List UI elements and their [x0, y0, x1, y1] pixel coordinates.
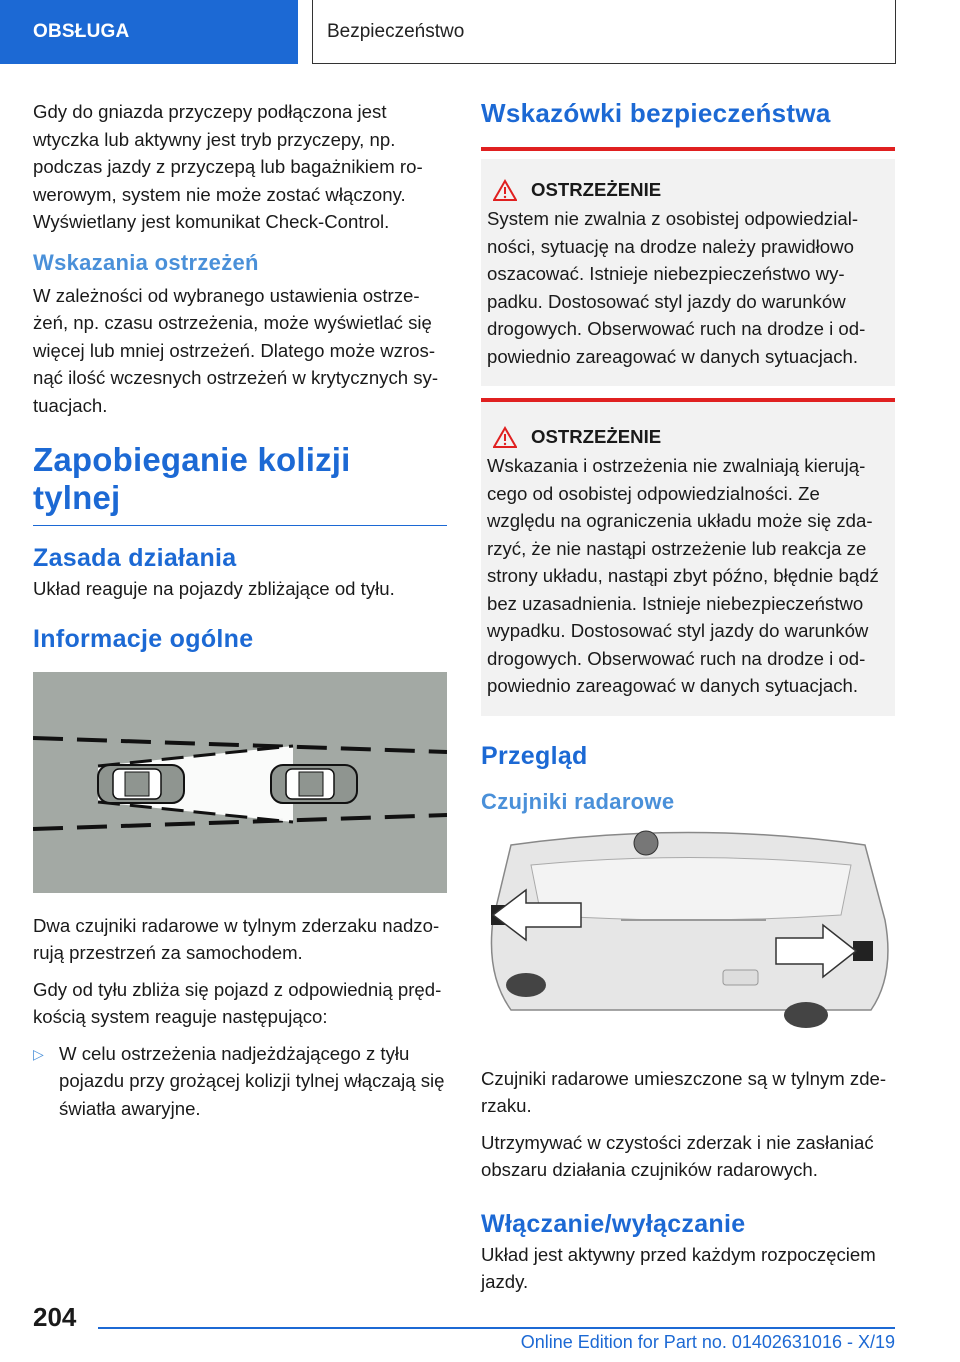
warning-triangle-icon — [493, 426, 517, 448]
triangle-bullet-icon: ▷ — [33, 1045, 44, 1062]
list-item-text: W celu ostrzeżenia nadjeżdżającego z tyłu pojazdu przy grożącej kolizji tylnej włączają się światła awaryjne. — [59, 1042, 445, 1119]
warning-text-2: Wskazania i ostrzeżenia nie zwalniają kierującego od osobistej odpowiedzialności. Ze względu na ograniczenia układu może się zdarzyć, że nie nastąpi ostrzeżenie lub reakcja ze strony układu, nastąpi zbyt późno, błędnie bądź bez uzasadnienia. Istnieje niebezpieczeństwo wypadku. Dostosować styl jazdy do warunków drogowych. Obserwować ruch na drodze i odpowiednio zareagować w danych sytuacjach. — [487, 455, 879, 696]
warning-box-1 — [481, 159, 895, 386]
list-item — [33, 1040, 447, 1123]
rear-car — [98, 765, 184, 803]
general-paragraph-1: Dwa czujniki radarowe w tylnym zderzaku nadzorują przestrzeń za samochodem. — [33, 914, 440, 963]
heading-safety: Wskazówki bezpieczeństwa — [481, 98, 895, 151]
onoff-paragraph: Układ jest aktywny przed każdym rozpoczęciem jazdy. — [481, 1243, 876, 1292]
warnings-paragraph: W zależności od wybranego ustawienia ostrzeżeń, np. czasu ostrzeżenia, może wyświetlać się więcej lub mniej ostrzeżeń. Dlatego może wzrosnąć ilość wczesnych ostrzeżeń w krytycznych sytuacjach. — [33, 284, 439, 416]
section-tab: OBSŁUGA — [0, 0, 298, 64]
warning-title: OSTRZEŻENIE — [487, 179, 889, 201]
rear-bumper-illustration — [481, 825, 895, 1046]
chapter-title: Bezpieczeństwo — [312, 0, 896, 64]
warning-text-1: System nie zwalnia z osobistej odpowiedzialności, sytuację na drodze należy prawidłowo oszacować. Istnieje niebezpieczeństwo wypadku. Dostosować styl jazdy do warunków drogowych. Obserwować ruch na drodze i odpowiednio zareagować w danych sytuacjach. — [487, 208, 866, 367]
warning-title: OSTRZEŻENIE — [487, 426, 889, 448]
sensors-paragraph-2: Utrzymywać w czystości zderzak i nie zasłaniać obszaru działania czujników radarowych. — [481, 1131, 874, 1180]
main-heading: Zapobieganie kolizji tylnej — [33, 441, 447, 526]
heading-general: Informacje ogólne — [33, 624, 254, 653]
page-number: 204 — [33, 1302, 77, 1332]
page-header — [0, 0, 960, 66]
footer-rule — [98, 1327, 895, 1329]
sensors-paragraph-1: Czujniki radarowe umieszczone są w tylnym zderzaku. — [481, 1067, 887, 1116]
heading-warnings: Wskazania ostrzeżeń — [33, 249, 259, 275]
intro-paragraph: Gdy do gniazda przyczepy podłączona jest wtyczka lub aktywny jest tryb przyczepy, np. podczas jazdy z przyczepą lub bagażnikiem rowerowym, system nie może zostać włączony. Wyświetlany jest komunikat Check-Control. — [33, 101, 423, 232]
front-car — [271, 765, 357, 803]
heading-principle: Zasada działania — [33, 544, 237, 572]
right-column — [481, 98, 895, 1305]
warning-triangle-icon — [493, 179, 517, 201]
left-column — [33, 98, 447, 1122]
heading-overview: Przegląd — [481, 741, 588, 770]
heading-onoff: Włączanie/wyłączanie — [481, 1209, 746, 1238]
warning-box-2 — [481, 402, 895, 716]
edition-link[interactable]: Online Edition for Part no. 01402631016 - X/19 — [520, 1332, 895, 1352]
general-paragraph-2: Gdy od tyłu zbliża się pojazd z odpowiednią prędkością system reaguje następująco: — [33, 978, 442, 1027]
rear-collision-illustration — [33, 672, 447, 893]
principle-paragraph: Układ reaguje na pojazdy zbliżające od tyłu. — [33, 578, 395, 599]
heading-sensors: Czujniki radarowe — [481, 788, 675, 814]
